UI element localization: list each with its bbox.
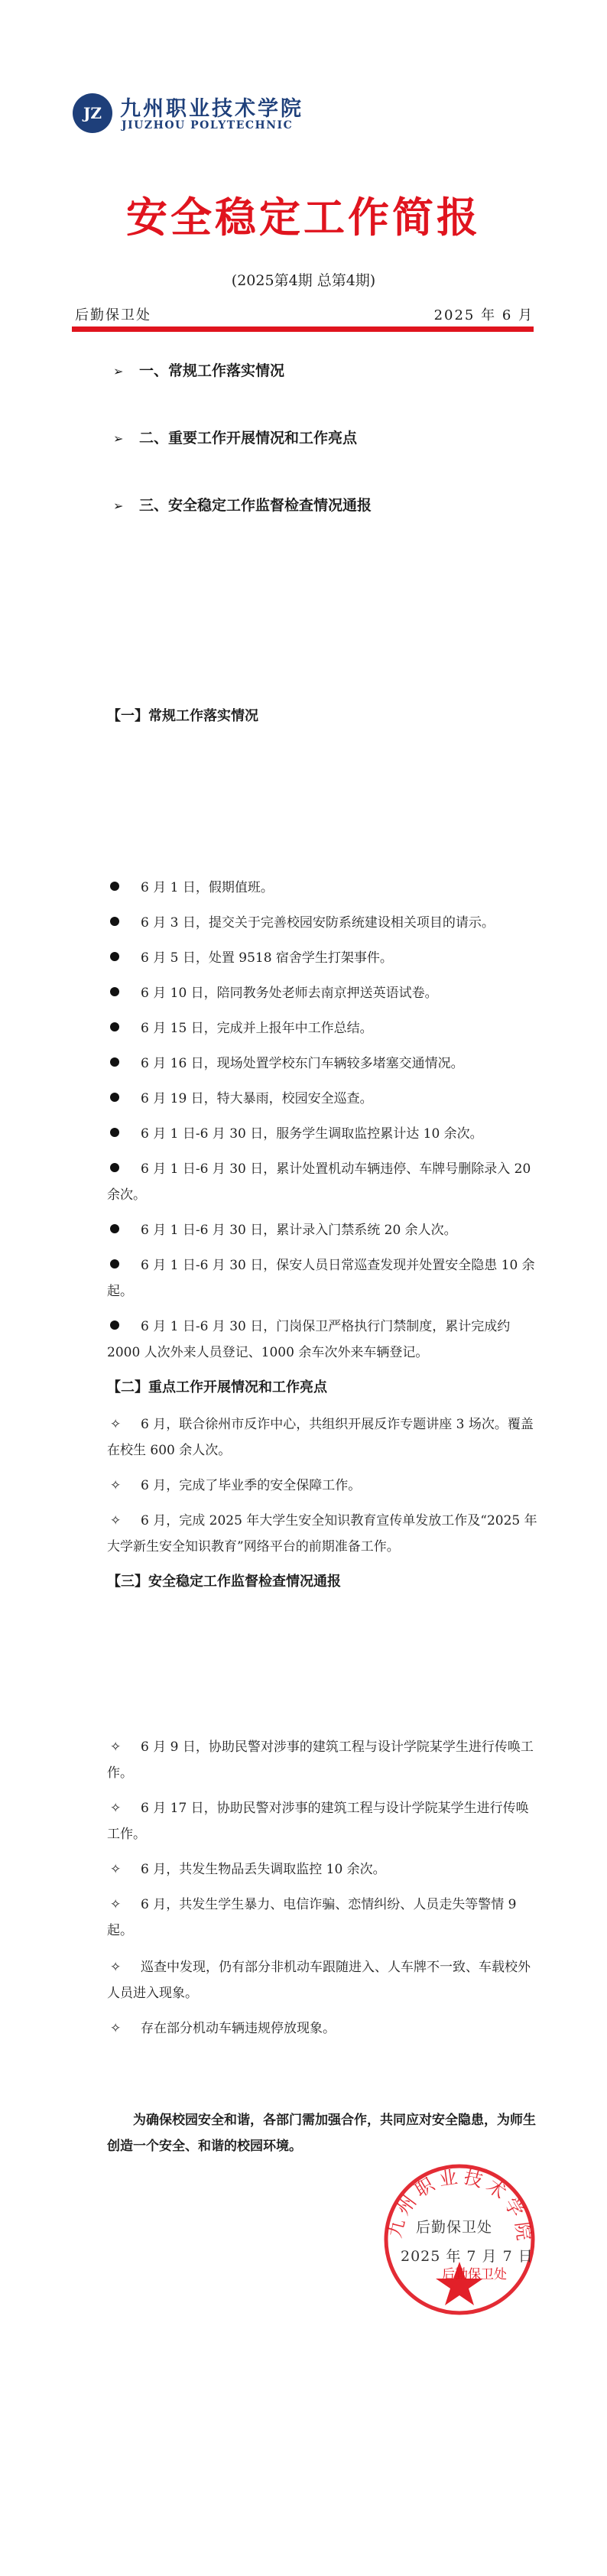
list-item: 6 月 3 日，提交关于完善校园安防系统建设相关项目的请示。 (107, 910, 540, 936)
diamond-star-icon: ✧ (110, 1897, 122, 1912)
list-item: ✧ 6 月，共发生学生暴力、电信诈骗、恋情纠纷、人员走失等警情 9 起。 (107, 1892, 540, 1944)
bullet-icon (110, 1128, 119, 1137)
school-emblem-text: JZ (83, 104, 102, 122)
official-seal (381, 2161, 538, 2318)
bullet-icon (110, 987, 119, 996)
diamond-star-icon: ✧ (110, 1513, 122, 1528)
school-name-cn: 九州职业技术学院 (120, 97, 304, 121)
section-heading-3: 【三】安全稳定工作监督检查情况通报 (107, 1574, 341, 1590)
bullet-icon (110, 952, 119, 961)
issue-number: (2025第4期 总第4期) (231, 272, 376, 289)
list-item: ✧ 6 月 17 日，协助民警对涉事的建筑工程与设计学院某学生进行传唤工作。 (107, 1795, 540, 1847)
seal-department: 后勤保卫处 (416, 2219, 493, 2236)
header-divider (72, 326, 534, 332)
list-item: 6 月 5 日，处置 9518 宿舍学生打架事件。 (107, 945, 540, 971)
bullet-icon (110, 1057, 119, 1067)
list-item: 6 月 1 日-6 月 30 日，累计处置机动车辆违停、车牌号删除录入 20 余次。 (107, 1161, 531, 1203)
list-item: 6 月 1 日-6 月 30 日，服务学生调取监控累计达 10 余次。 (107, 1121, 540, 1147)
diamond-star-icon: ✧ (110, 1417, 122, 1432)
list-item: ✧ 6 月，联合徐州市反诈中心，共组织开展反诈专题讲座 3 场次。覆盖在校生 600 余人次。 (107, 1411, 540, 1463)
diamond-star-icon: ✧ (110, 1801, 122, 1816)
list-item: ✧ 巡查中发现，仍有部分非机动车跟随进入、人车牌不一致、车载校外人员进入现象。 (107, 1954, 540, 2006)
publish-date: 2025 年 6 月 (433, 307, 534, 323)
arrow-right-icon: ➢ (113, 431, 124, 446)
list-item: ✧ 6 月，完成了毕业季的安全保障工作。 (107, 1473, 540, 1499)
list-item: 6 月 1 日-6 月 30 日，累计录入门禁系统 20 余人次。 (107, 1217, 540, 1243)
bullet-icon (110, 917, 119, 926)
closing-statement: 为确保校园安全和谐，各部门需加强合作，共同应对安全隐患，为师生创造一个安全、和谐的校园环境。 (107, 2113, 536, 2154)
list-item: ✧ 6 月，共发生物品丢失调取监控 10 余次。 (107, 1856, 540, 1882)
seal-department-red: 后勤保卫处 (442, 2267, 507, 2282)
list-item: ✧ 6 月，完成 2025 年大学生安全知识教育宣传单发放工作及“2025 年大学新生安全知识教育”网络平台的前期准备工作。 (107, 1508, 540, 1560)
toc-item-label: 一、常规工作落实情况 (139, 362, 285, 379)
list-item: 6 月 16 日，现场处置学校东门车辆较多堵塞交通情况。 (107, 1051, 540, 1077)
diamond-star-icon: ✧ (110, 1478, 122, 1493)
diamond-star-icon: ✧ (110, 2021, 122, 2036)
list-item: 6 月 1 日，假期值班。 (107, 875, 540, 901)
arrow-right-icon: ➢ (113, 499, 124, 513)
arrow-right-icon: ➢ (113, 364, 124, 378)
school-logo (73, 90, 302, 138)
toc-item-2[interactable] (113, 427, 357, 447)
bullet-icon (110, 1163, 119, 1172)
bullet-icon (110, 1093, 119, 1102)
svg-text:九州职业技术学院: 九州职业技术学院 (384, 2165, 536, 2246)
list-item: 6 月 1 日-6 月 30 日，保安人员日常巡查发现并处置安全隐患 10 余起。 (107, 1258, 535, 1299)
section-heading-1: 【一】常规工作落实情况 (107, 708, 258, 724)
department-label: 后勤保卫处 (75, 307, 151, 323)
section-heading-2: 【二】重点工作开展情况和工作亮点 (107, 1379, 327, 1395)
page-title: 安全稳定工作简报 (126, 193, 481, 242)
bullet-icon (110, 882, 119, 891)
bullet-icon (110, 1022, 119, 1031)
toc-item-3[interactable] (113, 494, 372, 515)
list-item: ✧ 6 月 9 日，协助民警对涉事的建筑工程与设计学院某学生进行传唤工作。 (107, 1734, 540, 1786)
list-item: 6 月 19 日，特大暴雨，校园安全巡查。 (107, 1086, 540, 1112)
list-item: 6 月 1 日-6 月 30 日，门岗保卫严格执行门禁制度，累计完成约 2000 人次外来人员登记、1000 余车次外来车辆登记。 (107, 1319, 511, 1360)
toc-item-label: 三、安全稳定工作监督检查情况通报 (139, 497, 372, 514)
list-item: 6 月 10 日，陪同教务处老师去南京押送英语试卷。 (107, 980, 540, 1006)
seal-ring-icon (381, 2161, 538, 2318)
school-name-en: JIUZHOU POLYTECHNIC (122, 119, 294, 132)
bullet-icon (110, 1320, 119, 1330)
diamond-star-icon: ✧ (110, 1960, 122, 1975)
list-item: ✧ 存在部分机动车辆违规停放现象。 (107, 2016, 540, 2042)
diamond-star-icon: ✧ (110, 1740, 122, 1755)
seal-date: 2025 年 7 月 7 日 (401, 2248, 534, 2265)
bullet-icon (110, 1224, 119, 1233)
toc-item-label: 二、重要工作开展情况和工作亮点 (139, 430, 358, 447)
list-item: 6 月 15 日，完成并上报年中工作总结。 (107, 1015, 540, 1041)
toc-item-1[interactable] (113, 359, 284, 380)
diamond-star-icon: ✧ (110, 1862, 122, 1877)
bullet-icon (110, 1259, 119, 1269)
